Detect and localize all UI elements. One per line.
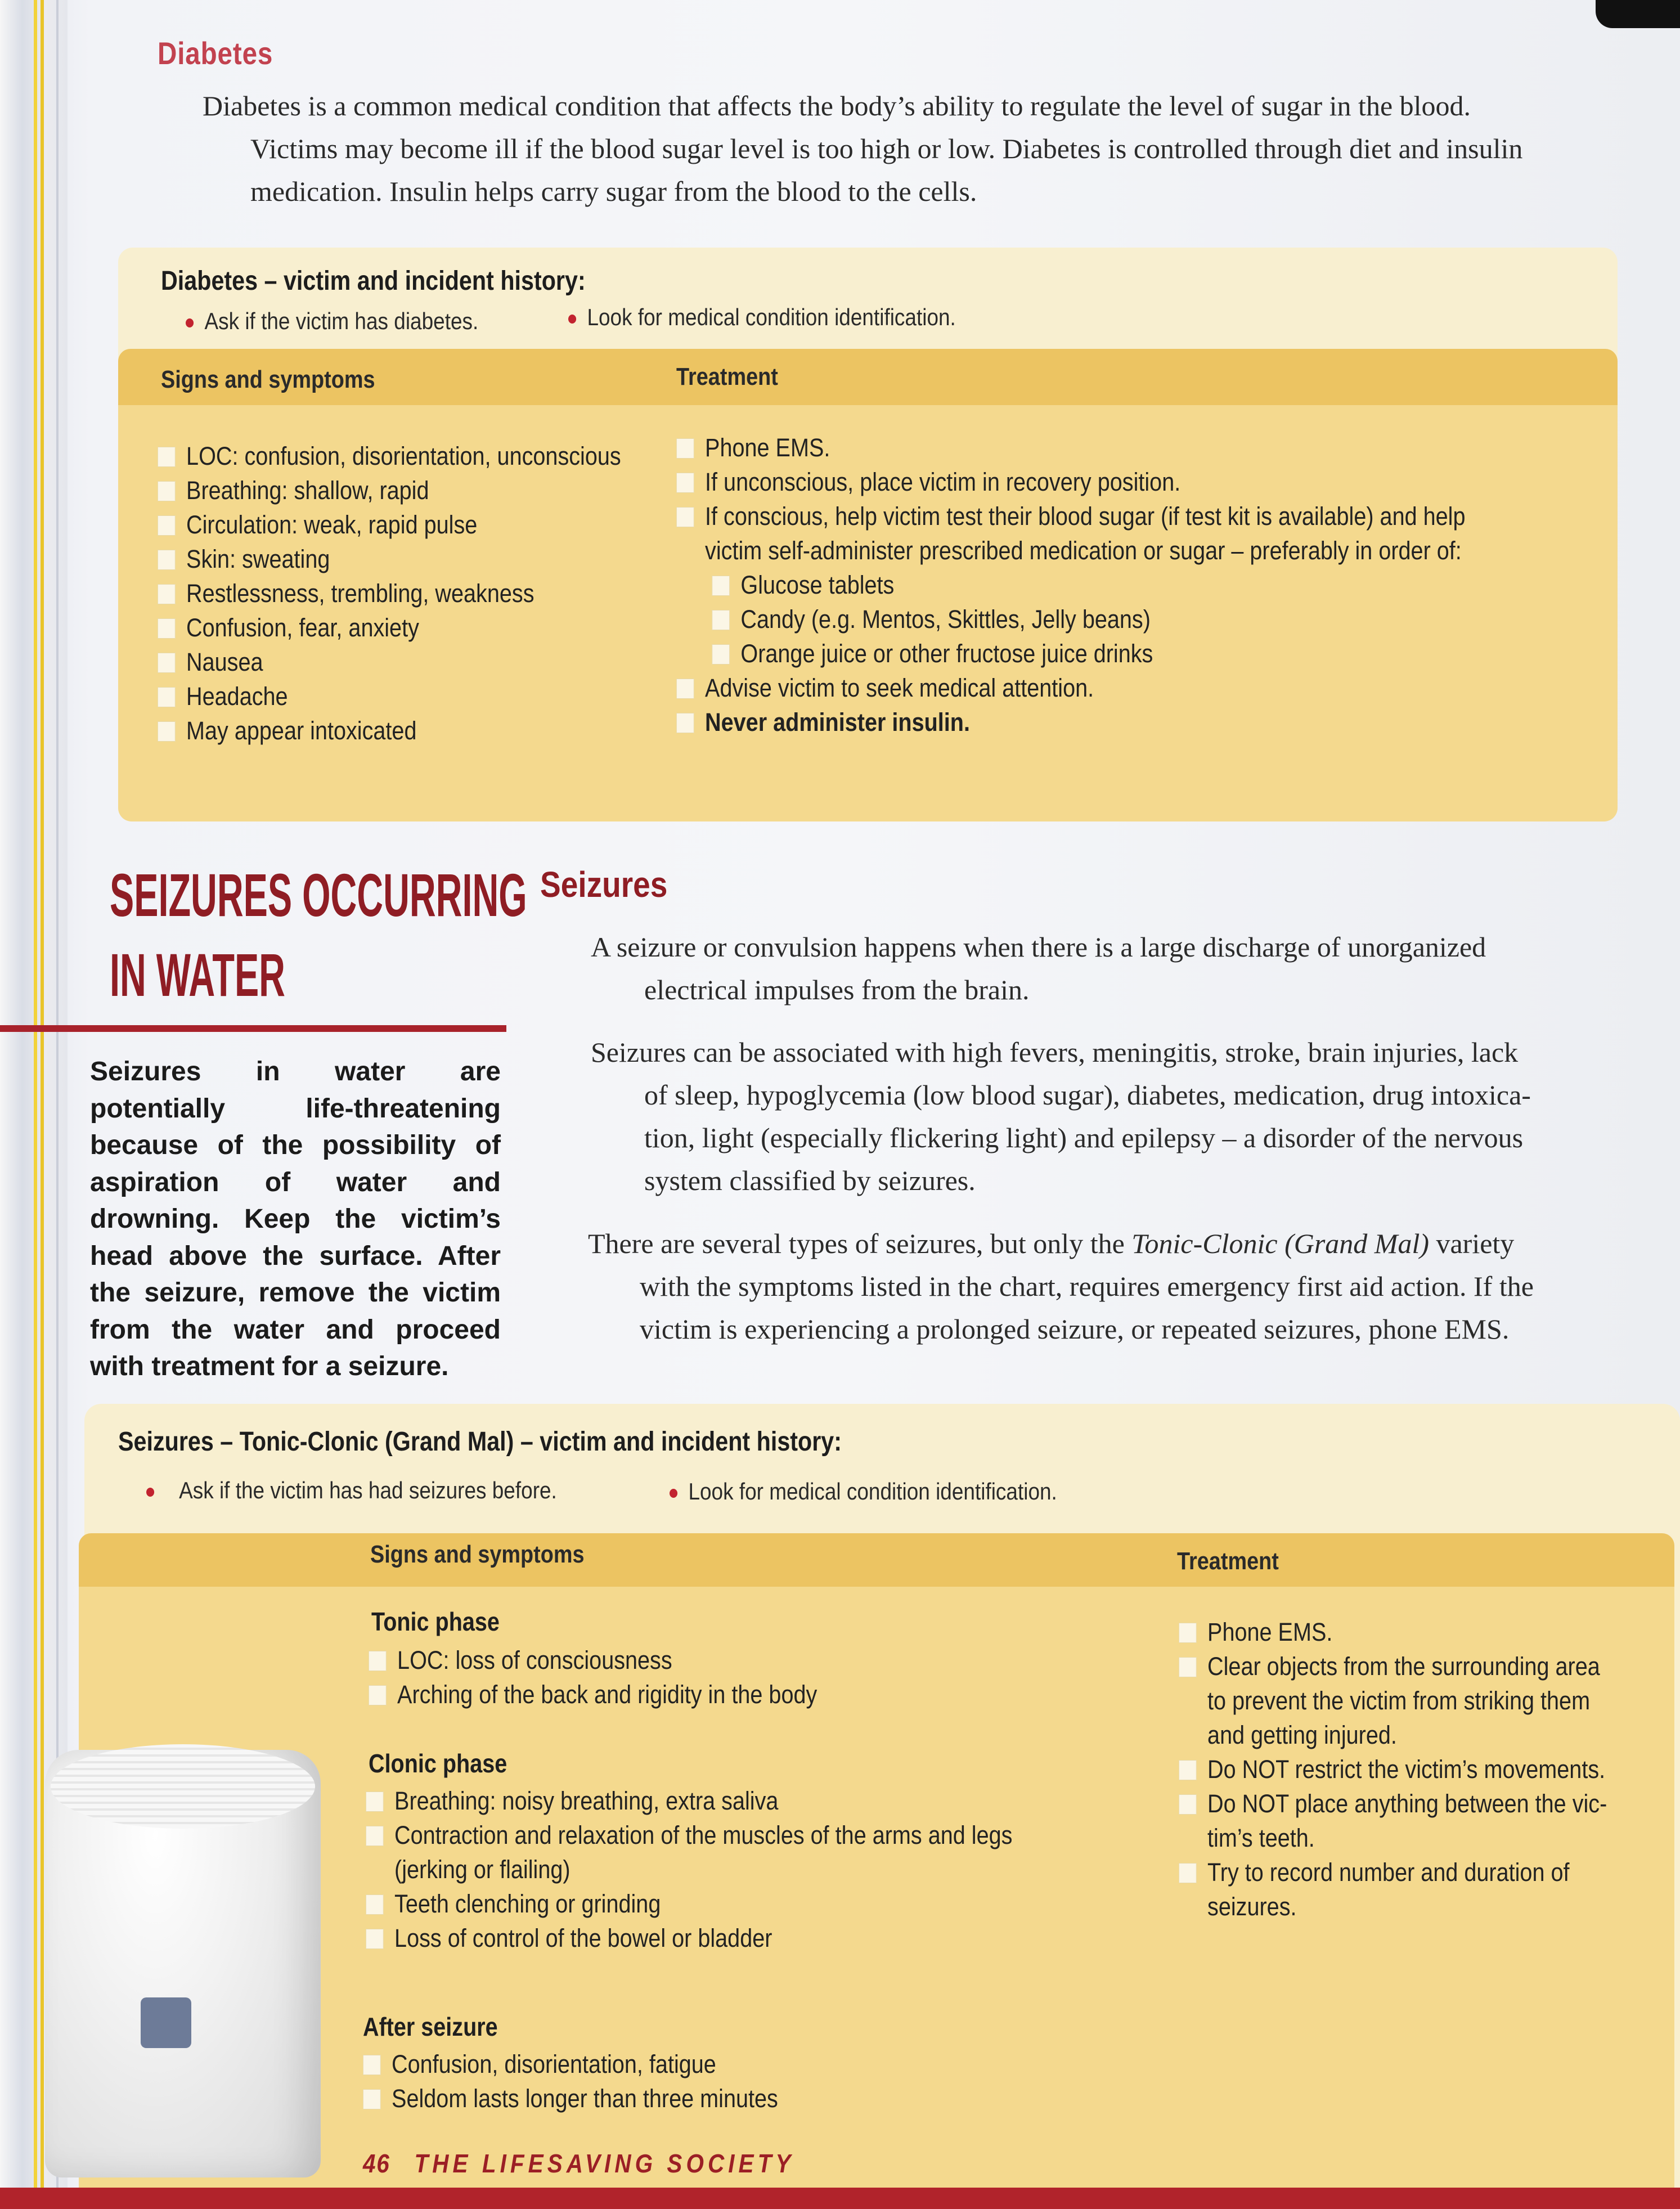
para-line: victim is experiencing a prolonged seizure, or repeated seizures, phone EMS. [640,1313,1510,1345]
diabetes-signs-list [158,439,684,748]
checklist-item: Do NOT place anything between the vic- [1179,1786,1607,1821]
clonic-phase-label: Clonic phase [369,1749,507,1778]
checklist-item: Confusion, disorientation, fatigue [363,2047,778,2081]
checklist-item-continued: and getting injured. [1207,1721,1397,1749]
checkbox-icon [676,438,694,459]
checkbox-icon [712,576,730,596]
checklist-item: Breathing: noisy breathing, extra saliva [366,1784,1012,1818]
bullet-dot-icon [568,315,576,324]
checklist-item: Loss of control of the bowel or bladder [366,1921,1012,1955]
history-item: Ask if the victim has diabetes. [186,308,478,335]
history-item: Ask if the victim has had seizures before. [146,1477,557,1504]
checkbox-icon [366,1894,384,1915]
checklist-item: If unconscious, place victim in recovery position. [676,465,1466,499]
checklist-item: Advise victim to seek medical attention. [676,671,1466,705]
checklist-item: Breathing: shallow, rapid [158,473,621,508]
seizures-para-2 [591,1031,1671,1202]
bandage-roll-image [45,1750,321,2177]
checkbox-icon [158,618,176,639]
checklist-item-continued: victim self-administer prescribed medication or sugar – preferably in order of: [705,536,1462,565]
page-footer [363,2148,794,2179]
checklist-item: Confusion, fear, anxiety [158,610,621,645]
checklist-subitem: Candy (e.g. Mentos, Skittles, Jelly beans) [676,602,1466,636]
tonic-list [369,1643,878,1712]
checkbox-icon [676,713,694,733]
history-item: Look for medical condition identification. [670,1478,1057,1505]
publication-name: THE LIFESAVING SOCIETY [414,2149,795,2178]
para-line: system classified by seizures. [644,1165,976,1196]
seizures-para-1 [591,926,1660,1011]
checklist-item: Seldom lasts longer than three minutes [363,2081,778,2116]
checkbox-icon [366,1929,384,1949]
checklist-item: Contraction and relaxation of the muscles of the arms and legs [366,1818,1012,1852]
sidebar-text: Seizures in water are potentially life-threatening because of the possibility of aspiration of water and drowning. Keep the victim’s head above the surface. After the seizure, remove the victim from the water and proceed with treatment for a seizure. [90,1057,501,1381]
checkbox-icon [1179,1623,1197,1643]
signs-label: Signs and symptoms [370,1541,585,1568]
sidebar-title [110,855,527,1015]
checkbox-icon [712,644,730,665]
checkbox-icon [369,1685,387,1705]
intro-line: Victims may become ill if the blood sugar level is too high or low. Diabetes is controlled through diet and insulin [250,133,1523,164]
checklist-item-continued: to prevent the victim from striking them [1207,1686,1591,1715]
checklist-item: Arching of the back and rigidity in the body [369,1677,817,1712]
seizures-para-3 [588,1222,1674,1350]
checklist-item: Phone EMS. [1179,1615,1607,1649]
para-line: Seizures can be associated with high fevers, meningitis, stroke, brain injuries, lack [591,1036,1519,1068]
checkbox-icon [1179,1657,1197,1677]
checkbox-icon [158,721,176,742]
checklist-item: Nausea [158,645,621,679]
para-line: There are several types of seizures, but only the Tonic-Clonic (Grand Mal) variety [588,1228,1515,1259]
treatment-label: Treatment [1177,1547,1279,1575]
para-line: of sleep, hypoglycemia (low blood sugar), diabetes, medication, drug intoxica- [644,1079,1531,1111]
checkbox-icon [363,2055,381,2075]
checkbox-icon [158,447,176,467]
intro-line: Diabetes is a common medical condition that affects the body’s ability to regulate the level of sugar in the blood. [203,90,1471,122]
checklist-item: Try to record number and duration of [1179,1855,1607,1889]
checklist-item: Circulation: weak, rapid pulse [158,508,621,542]
checklist-item: LOC: confusion, disorientation, unconscious [158,439,621,473]
bandage-roll-top [51,1744,315,1829]
diabetes-heading: Diabetes [158,35,273,71]
footer-red-bar [0,2188,1680,2209]
seizures-history-title: Seizures – Tonic-Clonic (Grand Mal) – victim and incident history: [118,1427,842,1457]
after-seizure-label: After seizure [363,2012,498,2041]
checkbox-icon [158,584,176,604]
diabetes-intro [203,84,1620,213]
seizures-header-band [79,1533,1674,1587]
checklist-item-continued: seizures. [1207,1892,1297,1921]
checklist-item: Teeth clenching or grinding [366,1887,1012,1921]
checklist-item: Never administer insulin. [676,705,1466,739]
checklist-item: Clear objects from the surrounding area [1179,1649,1607,1683]
checkbox-icon [676,507,694,527]
checklist-item: LOC: loss of consciousness [369,1643,817,1677]
sidebar-title-line: SEIZURES OCCURRING [110,861,527,929]
para-line: tion, light (especially flickering light) and epilepsy – a disorder of the nervous [644,1122,1524,1153]
sidebar-divider [0,1025,506,1032]
checkbox-icon [158,550,176,570]
sidebar-title-line: IN WATER [110,941,285,1009]
page-corner-shadow [1596,0,1680,28]
bullet-dot-icon [670,1489,677,1498]
diabetes-treatment-list [676,430,1573,739]
checklist-item: Restlessness, trembling, weakness [158,576,621,610]
checkbox-icon [158,687,176,707]
checkbox-icon [676,473,694,493]
checklist-item: Skin: sweating [158,542,621,576]
seizures-treatment-list [1179,1615,1665,1924]
checkbox-icon [158,481,176,501]
treatment-label: Treatment [676,363,778,390]
checklist-item: If conscious, help victim test their blood sugar (if test kit is available) and help [676,499,1466,533]
history-item: Look for medical condition identification. [568,304,956,331]
bullet-dot-icon [146,1488,154,1497]
para-line: with the symptoms listed in the chart, requires emergency first aid action. If the [640,1270,1534,1302]
checkbox-icon [366,1826,384,1846]
checklist-item-continued: (jerking or flailing) [394,1855,571,1884]
checklist-item-continued: tim’s teeth. [1207,1824,1315,1852]
checkbox-icon [1179,1794,1197,1815]
spine-stripe [34,0,37,2209]
checkbox-icon [712,610,730,630]
para-line: electrical impulses from the brain. [644,974,1030,1005]
signs-label: Signs and symptoms [161,366,375,393]
checkbox-icon [363,2089,381,2109]
checklist-item: May appear intoxicated [158,713,621,748]
checkbox-icon [1179,1863,1197,1883]
checkbox-icon [158,653,176,673]
checklist-item: Do NOT restrict the victim’s movements. [1179,1752,1607,1786]
diabetes-chart [118,248,1618,821]
checkbox-icon [676,679,694,699]
checklist-subitem: Glucose tablets [676,568,1466,602]
tonic-phase-label: Tonic phase [371,1607,500,1636]
checkbox-icon [369,1651,387,1671]
para-line: A seizure or convulsion happens when there is a large discharge of unorganized [591,931,1486,963]
checklist-item: Headache [158,679,621,713]
bandage-clip-icon [141,1997,191,2048]
seizures-chart [84,1404,1680,2209]
after-seizure-list [363,2047,834,2116]
spine-stripe [41,0,44,2209]
bullet-dot-icon [186,318,194,327]
checkbox-icon [1179,1760,1197,1780]
checklist-subitem: Orange juice or other fructose juice drinks [676,636,1466,671]
checkbox-icon [158,515,176,536]
diabetes-history-title: Diabetes – victim and incident history: [161,266,586,296]
clonic-list [366,1784,1100,1955]
intro-line: medication. Insulin helps carry sugar from the blood to the cells. [250,176,977,207]
seizures-heading: Seizures [540,864,668,905]
page-number: 46 [363,2149,390,2178]
checklist-item: Phone EMS. [676,430,1466,465]
checkbox-icon [366,1792,384,1812]
